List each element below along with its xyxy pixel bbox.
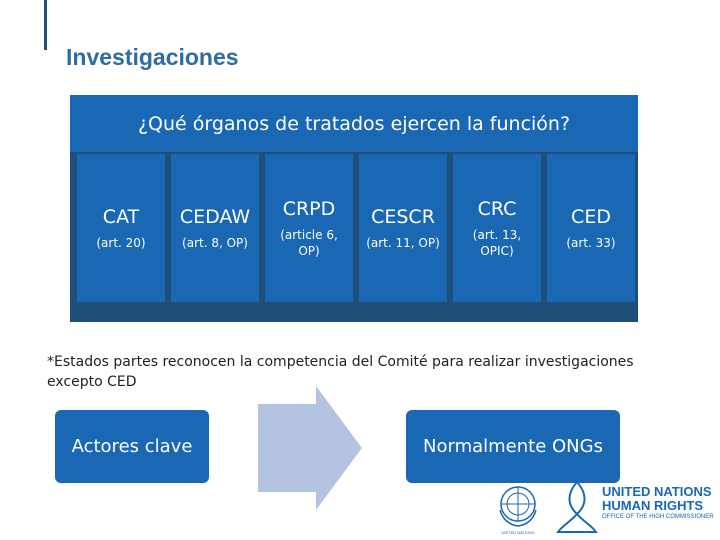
- accent-bar: [44, 0, 47, 50]
- footnote: *Estados partes reconocen la competencia del Comité para realizar investigaciones excepto CED: [47, 354, 634, 390]
- key-actors-box: [55, 410, 209, 483]
- body-name: CEDAW: [179, 206, 251, 228]
- body-name: CAT: [102, 206, 140, 228]
- un-emblem-icon: [494, 480, 542, 536]
- ngos-box: [406, 410, 620, 483]
- un-caption: UNITED NATIONS: [501, 530, 535, 535]
- ohchr-line2: HUMAN RIGHTS: [602, 498, 704, 513]
- ohchr-line3: OFFICE OF THE HIGH COMMISSIONER: [602, 514, 714, 520]
- body-name: CRC: [477, 198, 517, 220]
- body-card-crpd: [265, 154, 353, 302]
- arrow-right-icon: [258, 386, 368, 510]
- body-card-crc: [453, 154, 541, 302]
- body-card-cat: [77, 154, 165, 302]
- ohchr-wordmark: [602, 485, 714, 521]
- body-ref: (art. 33): [566, 236, 616, 250]
- body-ref: (article 6, OP): [280, 228, 338, 258]
- body-ref: (art. 20): [96, 236, 146, 250]
- slide-title: Investigaciones: [66, 44, 239, 70]
- body-name: CRPD: [282, 198, 336, 220]
- body-name: CED: [571, 206, 611, 228]
- ngos-label: Normalmente ONGs: [423, 436, 603, 457]
- header-box: [70, 95, 638, 153]
- key-actors-label: Actores clave: [71, 436, 193, 457]
- body-ref: (art. 8, OP): [182, 236, 248, 250]
- body-card-ced: [547, 154, 635, 302]
- ohchr-emblem-icon: [556, 478, 598, 536]
- ohchr-line1: UNITED NATIONS: [602, 484, 712, 499]
- body-name: CESCR: [371, 206, 435, 228]
- body-card-cescr: [359, 154, 447, 302]
- header-text: ¿Qué órganos de tratados ejercen la función?: [137, 113, 571, 135]
- body-ref: (art. 11, OP): [366, 236, 440, 250]
- body-ref: (art. 13, OPIC): [472, 228, 522, 258]
- body-card-cedaw: [171, 154, 259, 302]
